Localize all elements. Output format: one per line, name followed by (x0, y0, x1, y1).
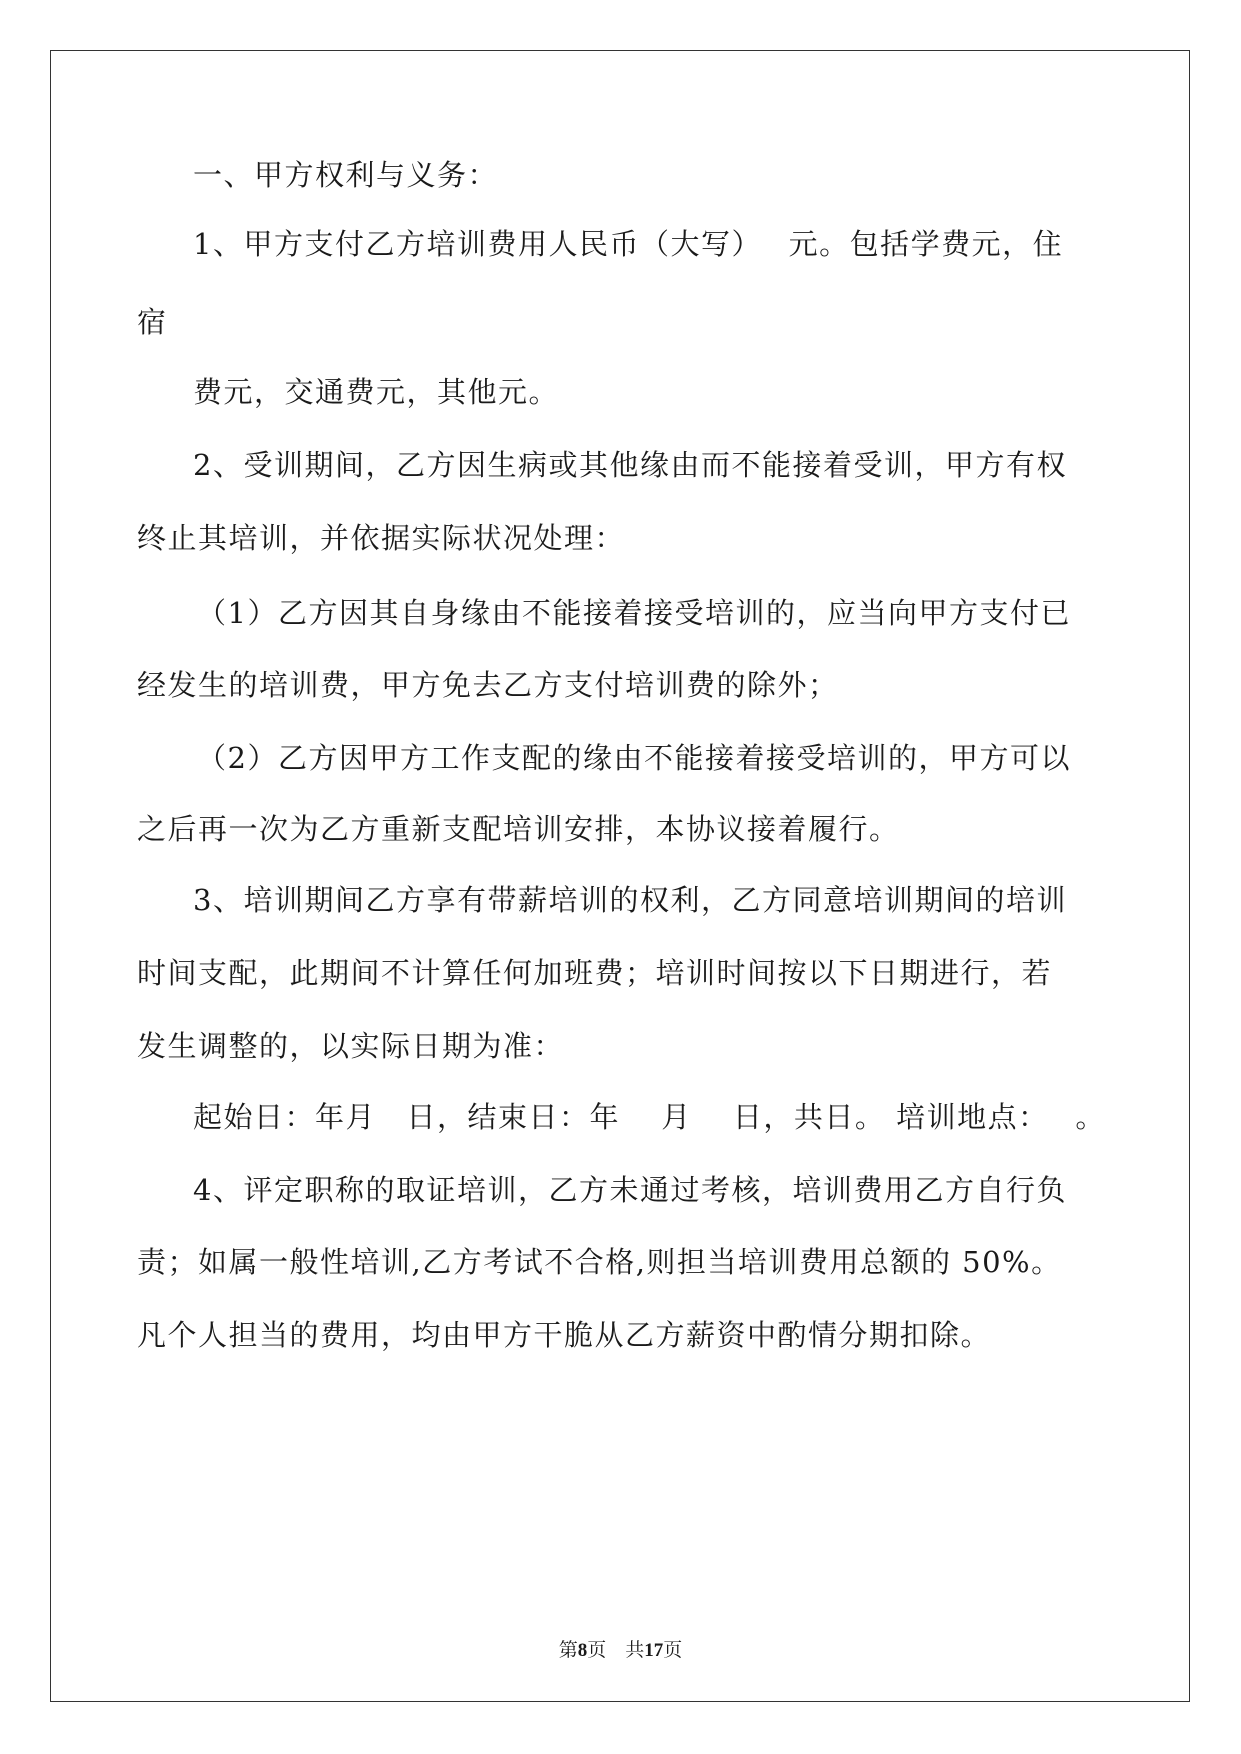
paragraph-line: 凡个人担当的费用，均由甲方干脆从乙方薪资中酌情分期扣除。 (137, 1318, 992, 1352)
paragraph-line: （1）乙方因其自身缘由不能接着接受培训的，应当向甲方支付已 (197, 596, 1071, 630)
page-prefix: 第 (558, 1639, 578, 1661)
total-page-number: 17 (644, 1640, 664, 1661)
paragraph-line: （2）乙方因甲方工作支配的缘由不能接着接受培训的，甲方可以 (197, 741, 1071, 775)
paragraph-line: 终止其培训，并依据实际状况处理： (137, 521, 626, 555)
paragraph-line: 起始日：年月 日，结束日：年 月 日，共日。 培训地点： 。 (193, 1100, 1106, 1134)
paragraph-line: 费元，交通费元，其他元。 (193, 375, 560, 409)
paragraph-line: 时间支配，此期间不计算任何加班费；培训时间按以下日期进行，若 (137, 956, 1053, 990)
paragraph-line: 宿 (137, 305, 168, 339)
page-mid: 页 共 (587, 1639, 645, 1661)
paragraph-line: 经发生的培训费，甲方免去乙方支付培训费的除外； (137, 668, 839, 702)
paragraph-line: 责；如属一般性培训,乙方考试不合格,则担当培训费用总额的 50%。 (137, 1245, 1062, 1279)
paragraph-line: 2、受训期间，乙方因生病或其他缘由而不能接着受训，甲方有权 (193, 448, 1067, 482)
paragraph-line: 4、评定职称的取证培训，乙方未通过考核，培训费用乙方自行负 (193, 1173, 1067, 1207)
paragraph-line: 3、培训期间乙方享有带薪培训的权利，乙方同意培训期间的培训 (193, 883, 1067, 917)
page-number-footer (0, 1638, 1241, 1663)
paragraph-line: 之后再一次为乙方重新支配培训安排，本协议接着履行。 (137, 812, 900, 846)
paragraph-line: 发生调整的，以实际日期为准： (137, 1029, 565, 1063)
page-border (50, 50, 1190, 1702)
current-page-number: 8 (577, 1640, 588, 1661)
section-heading: 一、甲方权利与义务： (193, 158, 499, 192)
page-suffix: 页 (663, 1639, 683, 1661)
paragraph-line: 1、甲方支付乙方培训费用人民币（大写） 元。包括学费元，住 (193, 227, 1064, 261)
